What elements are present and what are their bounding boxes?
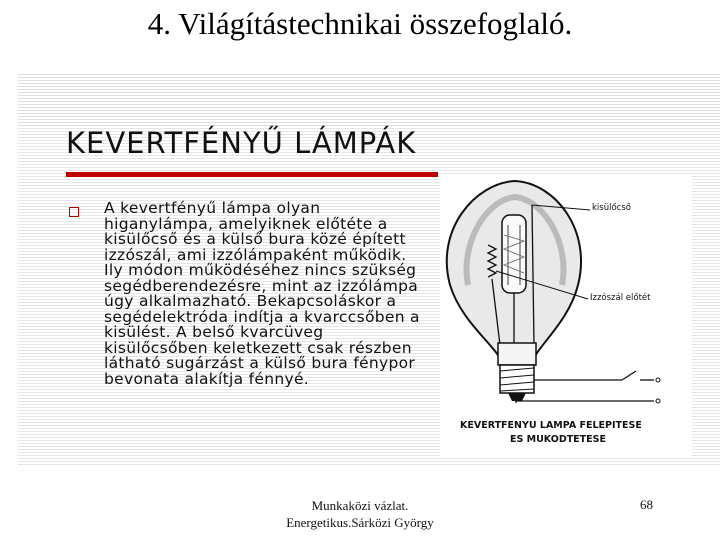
slide-heading: KEVERTFÉNYŰ LÁMPÁK [66, 126, 417, 160]
figure-caption-line1: KEVERTFENYU LAMPA FELEPITESE [460, 420, 642, 431]
page-number: 68 [640, 497, 653, 512]
slide-header-band [18, 72, 720, 128]
discharge-tube [502, 215, 526, 293]
bullet-text: A kevertfényű lámpa olyan higanylámpa, amelyiknek előtéte a kisülőcső és a külső bura közé épített izzószál, ami izzólámpaként működik. Ily módon működéséhez nincs szükség segédberendezésre, mint az izzólámpa úgy alkalmazható. Bekapcsoláskor a segédelektróda indítja a kvarccsőben a kisülést. A belső kvarcüveg kisülőcsőben keletkezett csak részben látható sugárzást a külső bura fénypor bevonata alakítja fénnyé. [104, 199, 420, 388]
label-filament-ballast: Izzószál előtét [590, 293, 651, 303]
footer-line2: Energetikus.Sárközi György [286, 515, 434, 530]
square-bullet-icon [69, 207, 79, 217]
figure-caption [460, 419, 690, 447]
heading-underline [66, 172, 438, 177]
lamp-diagram [440, 175, 692, 457]
lamp-drawing [440, 175, 692, 457]
label-discharge-tube: kisülőcső [592, 203, 631, 213]
figure-caption-line2: ES MUKODTETESE [510, 434, 606, 445]
footer-line1: Munkaközi vázlat. [311, 498, 409, 513]
footer-author [250, 497, 470, 531]
page-title: 4. Világítástechnikai összefoglaló. [147, 6, 573, 41]
